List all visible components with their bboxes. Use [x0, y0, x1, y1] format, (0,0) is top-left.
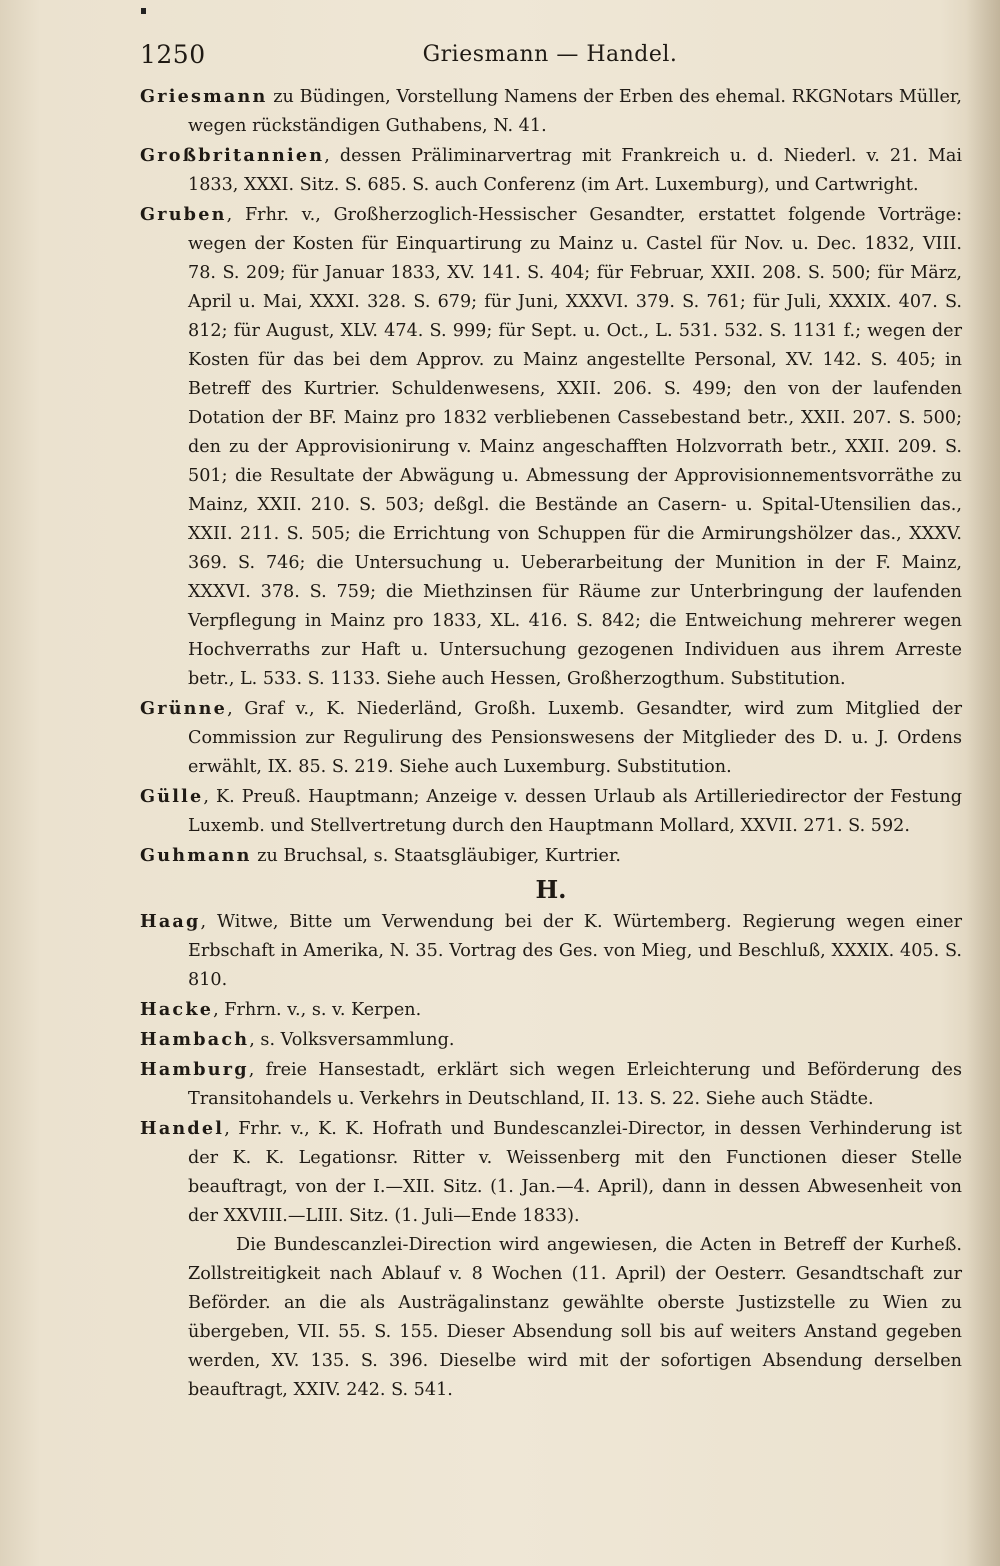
- page-header: [140, 40, 960, 76]
- entry-headword: Handel: [140, 1118, 225, 1139]
- entry-headword: Griesmann: [140, 86, 268, 107]
- entry-text: , Graf v., K. Niederländ, Großh. Luxemb. Gesandter, wird zum Mitglied der Commission zur Regulirung des Pensionswesens der Mitglieder des D. u. J. Ordens erwählt, IX. 85. S. 219. Siehe auch Luxemburg. Substitution.: [188, 699, 962, 777]
- entry-text: , s. Volksversammlung.: [249, 1030, 455, 1050]
- page-number: 1250: [140, 40, 206, 69]
- index-entry: [140, 1114, 962, 1231]
- entry-text: , freie Hansestadt, erklärt sich wegen Erleichterung und Beförderung des Transitohandels u. Verkehrs in Deutschland, II. 13. S. 22. Siehe auch Städte.: [188, 1060, 962, 1109]
- entry-text: , Frhrn. v., s. v. Kerpen.: [213, 1000, 422, 1020]
- index-entry: [140, 141, 962, 200]
- entry-headword: Guhmann: [140, 845, 252, 866]
- index-content: [140, 82, 962, 1405]
- index-entry: [140, 82, 962, 141]
- index-entry: [140, 995, 962, 1025]
- entry-text: zu Bruchsal, s. Staatsgläubiger, Kurtrier.: [251, 846, 622, 866]
- entry-text: , dessen Präliminarvertrag mit Frankreich u. d. Niederl. v. 21. Mai 1833, XXXI. Sitz. S. 685. S. auch Conferenz (im Art. Luxemburg), und Cartwright.: [188, 146, 962, 195]
- entries-h: [140, 907, 962, 1231]
- entry-text: , Frhr. v., K. K. Hofrath und Bundescanzlei-Director, in dessen Verhinderung ist der K. K. Legationsr. Ritter v. Weissenberg mit den Functionen dieser Stelle beauftragt, von der I.—XII. Sitz. (1. Jan.—4. April), dann in dessen Abwesenheit von der XXVIII.—LIII. Sitz. (1. Juli—Ende 1833).: [188, 1119, 962, 1226]
- entry-headword: Gülle: [140, 786, 204, 807]
- entry-headword: Hacke: [140, 999, 214, 1020]
- section-letter: H.: [535, 875, 567, 904]
- page-edge-shadow: [966, 0, 1000, 1566]
- entry-text: , Witwe, Bitte um Verwendung bei der K. Würtemberg. Regierung wegen einer Erbschaft in Amerika, N. 35. Vortrag des Ges. von Mieg, und Beschluß, XXXIX. 405. S. 810.: [188, 912, 962, 990]
- index-entry: [140, 1025, 962, 1055]
- entry-headword: Hamburg: [140, 1059, 249, 1080]
- entry-headword: Gruben: [140, 204, 227, 225]
- index-entry: [140, 907, 962, 995]
- entry-text: zu Büdingen, Vorstellung Namens der Erben des ehemal. RKGNotars Müller, wegen rückständigen Guthabens, N. 41.: [188, 87, 962, 136]
- entry-headword: Großbritannien: [140, 145, 325, 166]
- entries-g: [140, 82, 962, 871]
- running-head: Griesmann — Handel.: [422, 42, 678, 67]
- entry-headword: Haag: [140, 911, 201, 932]
- index-entry: [140, 694, 962, 782]
- closing-paragraph: Die Bundescanzlei-Direction wird angewiesen, die Acten in Betreff der Kurheß. Zollstreitigkeit nach Ablauf v. 8 Wochen (11. April) der Oesterr. Gesandtschaft zur Beförder. an die als Austrägalinstanz gewählte oberste Justizstelle zu Wien zu übergeben, VII. 55. S. 155. Dieser Absendung soll bis auf weiters Anstand gegeben werden, XV. 135. S. 396. Dieselbe wird mit der sofortigen Absendung derselben beauftragt, XXIV. 242. S. 541.: [188, 1235, 962, 1400]
- entry-text: , Frhr. v., Großherzoglich-Hessischer Gesandter, erstattet folgende Vorträge: wegen der Kosten für Einquartirung zu Mainz u. Castel für Nov. u. Dec. 1832, VIII. 78. S. 209; für Januar 1833, XV. 141. S. 404; für Februar, XXII. 208. S. 500; für März, April u. Mai, XXXI. 328. S. 679; für Juni, XXXVI. 379. S. 761; für Juli, XXXIX. 407. S. 812; für August, XLV. 474. S. 999; für Sept. u. Oct., L. 531. 532. S. 1131 f.; wegen der Kosten für das bei dem Approv. zu Mainz angestellte Personal, XV. 142. S. 405; in Betreff des Kurtrier. Schuldenwesens, XXII. 206. S. 499; den von der laufenden Dotation der BF. Mainz pro 1832 verbliebenen Cassebestand betr., XXII. 207. S. 500; den zu der Approvisionirung v. Mainz angeschafften Holzvorrath betr., XXII. 209. S. 501; die Resultate der Abwägung u. Abmessung der Approvisionnementsvorräthe zu Mainz, XXII. 210. S. 503; deßgl. die Bestände an Casern- u. Spital-Utensilien das., XXII. 211. S. 505; die Errichtung von Schuppen für die Armirungshölzer das., XXXV. 369. S. 746; die Untersuchung u. Ueberarbeitung der Munition in der F. Mainz, XXXVI. 378. S. 759; die Miethzinsen für Räume zur Unterbringung der laufenden Verpflegung in Mainz pro 1833, XL. 416. S. 842; die Entweichung mehrerer wegen Hochverraths zur Haft u. Untersuchung gezogenen Individuen aus ihrem Arreste betr., L. 533. S. 1133. Siehe auch Hessen, Großherzogthum. Substitution.: [188, 205, 962, 689]
- entry-headword: Grünne: [140, 698, 228, 719]
- index-entry: [140, 200, 962, 694]
- entry-headword: Hambach: [140, 1029, 250, 1050]
- entry-text: , K. Preuß. Hauptmann; Anzeige v. dessen Urlaub als Artilleriedirector der Festung Luxemb. und Stellvertretung durch den Hauptmann Mollard, XXVII. 271. S. 592.: [188, 787, 962, 836]
- index-entry: [140, 1055, 962, 1114]
- index-entry: [140, 841, 962, 871]
- ink-mark: [141, 8, 146, 14]
- index-entry: [140, 782, 962, 841]
